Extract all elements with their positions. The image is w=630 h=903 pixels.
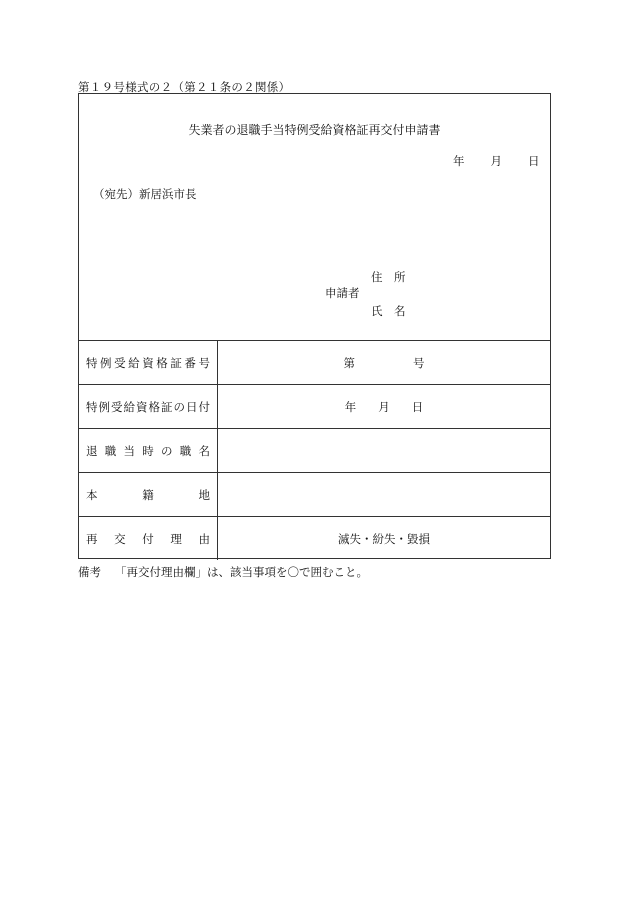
form-title: 失業者の退職手当特例受給資格証再交付申請書 <box>188 123 441 137</box>
date-month-label: 月 <box>490 154 502 168</box>
table-row <box>79 516 550 560</box>
table-row <box>79 340 550 384</box>
addressee: （宛先）新居浜市長 <box>93 187 197 201</box>
registered-domicile-label: 本籍地 <box>86 487 210 502</box>
certificate-date-year: 年 <box>344 399 357 414</box>
reissue-reason-options[interactable]: 滅失・紛失・毀損 <box>338 531 430 546</box>
applicant-label: 申請者 <box>325 286 360 300</box>
form-number-header: 第１９号様式の２（第２１条の２関係） <box>78 80 291 94</box>
form-table <box>79 340 550 560</box>
certificate-number-prefix: 第 <box>343 355 355 370</box>
remarks-label: 備考 <box>78 565 101 579</box>
reissue-reason-label: 再交付理由 <box>86 531 210 546</box>
certificate-date-label: 特例受給資格証の日付 <box>86 399 210 414</box>
certificate-date-month: 月 <box>378 399 390 414</box>
form-top-section <box>79 94 550 340</box>
job-title-field[interactable] <box>218 429 550 472</box>
registered-domicile-field[interactable] <box>218 473 550 516</box>
table-row <box>79 428 550 472</box>
application-date <box>453 153 540 169</box>
table-row <box>79 472 550 516</box>
applicant-name-label: 氏 名 <box>371 304 406 318</box>
certificate-number-field[interactable] <box>218 341 550 384</box>
date-day-label: 日 <box>528 154 540 168</box>
date-year-label: 年 <box>453 154 465 168</box>
job-title-label: 退職当時の職名 <box>86 443 210 458</box>
remarks-note <box>78 564 368 580</box>
certificate-date-field[interactable] <box>218 385 550 428</box>
application-form <box>78 93 551 559</box>
remarks-text: 「再交付理由欄」は、該当事項を〇で囲むこと。 <box>115 565 368 579</box>
certificate-date-day: 日 <box>411 399 424 414</box>
certificate-number-suffix: 号 <box>413 355 425 370</box>
applicant-address-label: 住 所 <box>371 270 406 284</box>
table-row <box>79 384 550 428</box>
certificate-number-label: 特例受給資格証番号 <box>86 355 210 370</box>
